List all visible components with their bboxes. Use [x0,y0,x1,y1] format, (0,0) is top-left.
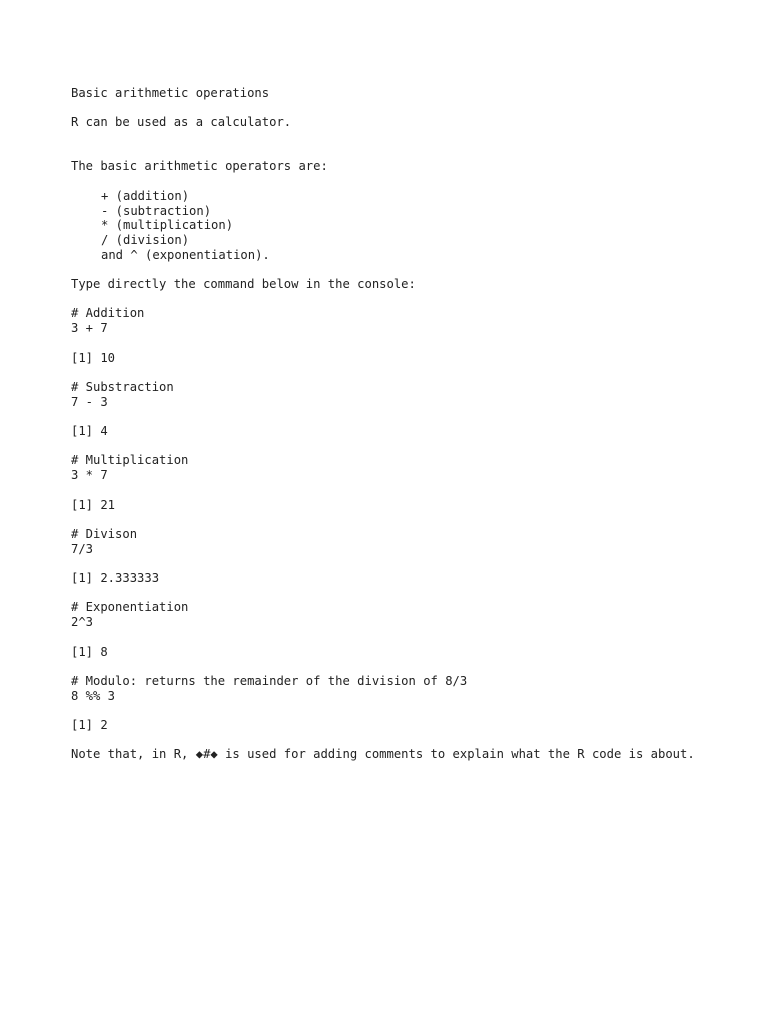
example-block [71,674,711,733]
code-output: [1] 8 [71,644,108,659]
example-block [71,380,711,439]
note-text: Note that, in R, ◆#◆ is used for adding comments to explain what the R code is about. [71,747,695,762]
code-output: [1] 10 [71,350,116,365]
code-comment: # Exponentiation [71,600,189,615]
code-comment: # Divison [71,526,138,541]
code-output: [1] 2 [71,717,108,732]
operator-item: + (addition) [101,188,190,203]
code-line: 3 * 7 [71,468,108,483]
example-block [71,527,711,586]
code-comment: # Multiplication [71,453,189,468]
example-block [71,306,711,365]
code-output: [1] 2.333333 [71,571,160,586]
code-output: [1] 21 [71,497,116,512]
code-comment: # Substraction [71,379,174,394]
code-comment: # Modulo: returns the remainder of the division of 8/3 [71,673,468,688]
operator-item: * (multiplication) [101,218,234,233]
code-comment: # Addition [71,306,145,321]
operator-item: - (subtraction) [101,203,212,218]
doc-title: Basic arithmetic operations [71,86,270,100]
code-line: 7/3 [71,541,94,556]
intro-text: R can be used as a calculator. [71,115,292,130]
operator-item: / (division) [101,232,190,247]
code-output: [1] 4 [71,424,108,439]
code-line: 2^3 [71,615,94,630]
operator-item: and ^ (exponentiation). [101,247,270,262]
example-block [71,453,711,512]
operators-list [71,189,711,263]
operators-intro: The basic arithmetic operators are: [71,159,328,174]
instruction-text: Type directly the command below in the console: [71,277,416,292]
code-line: 8 %% 3 [71,688,116,703]
example-block [71,600,711,659]
code-line: 3 + 7 [71,321,108,336]
document-body [71,86,711,762]
code-line: 7 - 3 [71,394,108,409]
